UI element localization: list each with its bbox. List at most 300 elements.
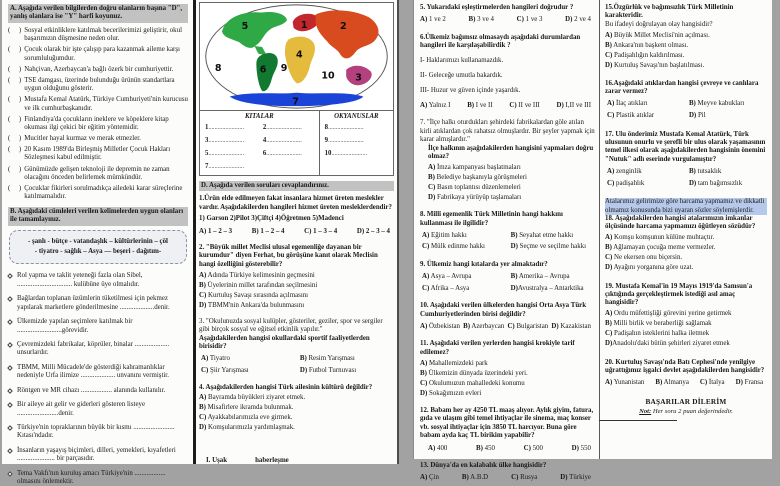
answer-option: A) Mahallemizdeki park [420,359,488,367]
answer-option: C) padişahlık [607,179,645,187]
answer-option: A) Asya – Avrupa [422,272,472,280]
question-stem: 19. Mustafa Kemal'in 19 Mayıs 1919'da Samsun'a çıktığında gerçekleştirmek istediği asıl amaç hangisidir? [605,282,753,307]
option-letter: C) [199,414,207,422]
fill-in-item [8,364,188,381]
option-letter: A) [199,271,207,279]
answer-option: A) 1 ve 2 [420,16,446,24]
option-letter: A) [428,163,436,171]
word-bank-line: - şanlı - bütçe - vatandaşlık – kültürlerinin – çöl [28,237,168,245]
answer-option: C) İtalya [699,379,725,387]
answer-option: B) Seyahat etme hakkı [510,231,574,239]
scoring-note [605,408,767,416]
world-map-continents [200,3,393,110]
answer-option: D) Fransa [735,379,763,387]
section-a-title: A. Aşağıda verilen bilgilerden doğru olanların başına "D", yanlış olanlara ise "Y" harfi koyunuz. [8,4,188,23]
answer-option: A) Çin [420,474,439,482]
answer-options [428,164,595,202]
answer-parentheses: ( ) [8,165,22,173]
question-stem: İlçe halkının aşağıdakilerden hangisini yapmaları doğru olmaz? [428,144,594,161]
option-letter: A) [199,227,207,235]
answer-option: D) Seçme ve seçilme hakkı [510,243,587,251]
diamond-bullet-icon [7,402,13,408]
true-false-text: Sosyal etkinliklere katılmak becerilerimizi geliştirir, okul başarımızın düşmesine neden olur. [24,26,182,43]
answer-option: C) Kurtuluş Savaşı sırasında açılmasını [199,291,309,299]
map-number-label: 10 [321,70,335,82]
answer-options [605,234,767,272]
true-false-item [8,185,188,202]
question-stem: Aşağıdakilerden hangisi okullardaki sportif faaliyetlerden birisidir? [199,334,370,351]
map-number-label: 6 [259,64,267,76]
option-letter: A) [420,101,428,109]
question [605,198,767,272]
option-letter: D) [199,301,207,309]
answer-parentheses: ( ) [8,26,22,34]
fill-in-text: Rol yapma ve taklit yeteneği fazla olan Sibel, ................................ kulübüne üye olmalıdır. [17,272,143,288]
option-letter: C) [605,330,613,338]
fill-in-text: Bağlardan toplanan üzümlerin tüketilmesi için pekmez yapılarak marketlere gönderilmesine ....................denir. [17,295,170,311]
option-letter: C) [420,379,428,387]
diamond-bullet-icon [7,365,13,371]
ocean-blank-line: 8....................... [324,124,364,132]
question [420,119,595,202]
answer-option: B) Milli birlik ve beraberliği sağlamak [605,320,712,328]
map-number-label: 9 [280,62,288,74]
blank-number: 7 [205,162,209,170]
option-letter: D) [735,379,743,387]
option-letter: A) [607,167,615,175]
question-stem: 5. Yukarıdaki eşleştirmelerden hangileri doğrudur ? [420,4,574,11]
fill-in-item [8,295,188,312]
option-letter: C) [699,379,708,387]
question-stem: 17. Ulu önderimiz Mustafa Kemal Atatürk, Türk ulusunun onurlu ve şerefli bir ulus olarak yaşamasının temel ilkesi olarak aşağıdakilerden hangisinin önemini "Nutuk" adlı eserinde vurgulamıştır? [605,130,766,163]
fill-in-item [8,387,188,395]
option-letter: C) [507,322,515,330]
blank-number: 10 [324,149,332,157]
fill-in-item [8,424,188,441]
answer-option: B) A.B.D [461,474,489,482]
answer-option: A) İlaç atıkları [607,100,648,108]
answer-options [199,228,394,236]
option-letter: C) [523,444,531,452]
answer-option: B) Üyelerinin millet tarafından seçilmesini [199,281,318,289]
option-letter: D) [299,367,308,375]
map-number-label: 2 [339,20,347,32]
option-letter: C) [422,243,430,251]
true-false-text: TSE damgası, üzerinde bulunduğu ürünün standartlara uygun olduğunu gösterir. [24,76,175,93]
question-stem: 18. Aşağıdakilerden hangisi atalarımızın imkanlar ölçüsünde harcama yapmamızı öğütleyen sözüdür? [605,215,756,231]
word-bank-line: - tiyatro - sağlık – Asya — beşeri - dağıtım- [34,248,162,256]
blank-number: 4 [262,137,267,145]
note-text: Her soru 2 puan değerindedir. [651,407,733,415]
answer-option: B) tutsaklık [688,167,722,175]
fill-in-item [8,447,188,464]
option-letter: C) [605,51,613,59]
answer-option: C) Basın toplantısı düzenlemeleri [428,183,521,191]
option-letter: B) [428,173,435,181]
answer-option: B) Ağlamayan çocuğa meme vermezler. [605,244,716,252]
blank-number: 5 [205,149,209,157]
answer-option: D) Komşularımızla yardımlaşmak. [199,424,295,432]
true-false-item [8,66,188,74]
true-false-item [8,146,188,163]
answer-option: C) Mülk edinme hakkı [422,243,485,251]
answer-options [199,272,394,310]
true-false-text: Günümüzde gelişen teknoloji ile depremin ne zaman olacağını önceden belirlemek mümkündür. [24,165,170,181]
blank-number: 3 [205,137,209,145]
answer-option: B) Ankara'nın başkent olması. [605,41,689,49]
option-letter: B) [510,231,518,239]
statement-item: II- Geleceğe umutla bakardık. [420,72,503,80]
question [420,407,595,453]
column-questions-15-20 [600,0,772,459]
question [199,244,394,310]
answer-parentheses: ( ) [8,184,22,192]
worksheet-page-2 [413,0,772,482]
true-false-text: Çocuk olarak bir işte çalışıp para kazanmak aileme karşı sorumluluğumdur. [24,46,180,62]
answer-option: C) Padişahlığın kaldırılması. [605,51,685,59]
question-stem: 6.Ülkemiz bağımsız olmasaydı aşağıdaki durumlardan hangileri ile karşılaşabilirdik ? [420,33,581,50]
answer-option: A) zenginlik [607,167,642,175]
fill-in-text: İnsanların yaşayış biçimleri, dilleri, yemekleri, kıyafetleri ...................... bir parçasıdır. [17,446,176,463]
answer-option: B) Azerbaycan [463,322,505,330]
oceans-blank-lines [325,124,388,158]
answer-option: A) 400 [428,444,448,452]
option-letter: A) [605,379,613,387]
answer-option: D) Sokağımızın evleri [420,389,482,397]
answer-option: C) 1 ve 3 [516,16,543,24]
option-letter: A) [605,310,613,318]
continents-cell [200,111,320,175]
option-letter: B) [463,322,471,330]
question [605,359,767,388]
question [420,302,595,331]
continent-blank-line: 1....................... [205,124,244,132]
continent-blank-line: 4....................... [262,137,302,145]
option-letter: D) [571,444,579,452]
diamond-bullet-icon [7,274,13,280]
diamond-bullet-icon [7,425,13,431]
answer-parentheses: ( ) [8,96,22,104]
question [605,283,767,349]
ocean-blank-line: 9....................... [324,137,364,145]
exam-footer [605,398,767,421]
continents-blank-lines [205,124,314,171]
answer-option: A) Eğitim hakkı [422,231,467,239]
answer-option: A) Yunanistan [605,379,645,387]
answer-option: A) Büyük Millet Meclisi'nin açılması. [605,31,710,39]
option-letter: D) [560,474,568,482]
answer-option: A) Ordu müfettişliği görevini yerine getirmek [605,310,732,318]
option-letter: B) [655,379,663,387]
worksheet-page-1 [2,0,399,486]
answer-parentheses: ( ) [8,65,22,73]
true-false-item [8,135,188,143]
option-letter: D) [356,227,365,235]
option-letter: C) [509,101,517,109]
option-letter: B) [510,272,518,280]
statement-items [420,57,595,95]
question-stem: 16.Aşağıdaki atıklardan hangisi çevreye ve canlılara zarar vermez? [605,79,759,96]
question [199,318,394,376]
option-letter: C) [607,112,615,120]
blank-number: 9 [324,137,329,145]
option-letter: B) [299,355,307,363]
answer-option: B) Ülkemizin dünyada üzerindeki yeri. [420,369,528,377]
question-stem: 20. Kurtuluş Savaşı'nda Batı Cephesi'nde yenilgiye uğrattığımız işgalci devlet aşağıdakilerden hangisidir? [605,358,765,374]
option-letter: C) [304,227,312,235]
question-stem: 12. Babam her ay 4250 TL maaş alıyor. Aylık giyim, fatura, gıda ve ulaşım gibi temel ihtiyaçlar ile sinema, maç konser vb. sosyal ihtiyaçlar için 3850 TL harcıyor. Buna göre babam ayda kaç TL birikim yapabilir? [420,406,594,440]
questions-5-13 [420,4,595,483]
answer-parentheses: ( ) [8,76,22,84]
blank-number: 1 [205,124,209,132]
answer-option: C) Padişahın isteklerini halka iletmek [605,330,710,338]
question-stem: 4. Aşağıdakilerden hangisi Türk ailesinin kültürü değildir? [199,383,373,391]
fill-in-blank-list [8,272,188,486]
true-false-text: Mustafa Kemal Atatürk, Türkiye Cumhuriyeti'nin kurucusu ve ilk cumhurbaşkanıdır. [24,96,188,112]
answer-parentheses: ( ) [8,115,22,123]
option-letter: B) [688,167,696,175]
option-letter: D) [199,424,207,432]
cutoff-matching-row [206,457,393,464]
answer-options [605,310,767,348]
answer-option: C) Şiir Yarışması [201,367,249,375]
question [420,462,595,483]
answer-options [199,394,394,432]
world-map-figure [199,2,394,176]
answer-option: D)Avustralya – Antarktika [510,284,584,292]
answer-option: C) Ayakkabılarımızla eve girmek. [199,414,293,422]
answer-option: B) Amerika – Avrupa [510,272,570,280]
true-false-text: Çocuklar fikirleri sorulmadıkça ailedeki karar süreçlerine katılmamalıdır. [24,184,183,201]
option-letter: D) [551,322,559,330]
answer-option: C) Rusya [511,474,538,482]
question [605,131,767,189]
fill-in-text: TBMM, Milli Mücadele'de gösterdiği kahramanlıklar nedeniyle Urfa ilimize .................... unvanını vermiştir. [17,363,169,380]
answer-option: C) Afrika – Asya [422,284,470,292]
blank-number: 6 [262,149,267,157]
ocean-blank-line: 10....................... [324,149,368,157]
option-letter: A) [420,322,428,330]
highlighted-note: Atalarımız gelirimize göre harcama yapmamız ve dikkatli olmamız konusunda bizi uyaran sözler söylemişlerdir. [605,198,767,215]
option-letter: A) [420,16,428,24]
answer-option: C) Plastik atıklar [607,112,655,120]
answer-option: A) 1 – 2 – 3 [199,227,233,235]
answer-options [420,360,595,398]
question-stem: 1.Ürün elde edilmeyen fakat insanlara hizmet üreten meslekler vardır. Aşağıdakilerden hangileri hizmet üreten mesleklerdendir? [199,195,392,211]
true-false-item [8,27,188,44]
option-letter: B) [461,474,469,482]
oceans-header: OKYANUSLAR [334,113,379,120]
map-number-label: 4 [296,49,303,61]
option-letter: B) [688,100,696,108]
option-letter: D) [688,179,697,187]
option-letter: B) [468,16,476,24]
option-letter: B) [467,101,475,109]
map-number-label: 1 [300,19,308,31]
diamond-bullet-icon [7,296,13,302]
answer-option: A) İmza kampanyası başlatmaları [428,163,521,171]
option-letter: B) [605,320,612,328]
continent-blank-line: 5....................... [205,149,244,157]
answer-option: B) Belediye başkanıyla görüşmeleri [428,173,527,181]
fill-in-text: Ülkemizde yapılan seçimlere katılmak bir ..........................görevidir. [17,318,133,334]
question [605,4,767,70]
diamond-bullet-icon [7,471,13,477]
option-letter: D) [605,61,613,69]
answer-option: C) 500 [523,444,543,452]
option-letter: C) [511,474,519,482]
continent-blank-line: 3....................... [205,137,244,145]
fill-in-item [8,470,188,486]
answer-option: B) 450 [476,444,495,452]
option-letter: D) [605,340,613,348]
true-false-item [8,116,188,133]
option-letter: B) [420,369,427,377]
option-letter: B) [251,227,259,235]
answer-option: D) Fabrikaya yürüyüp taşlamaları [428,193,522,201]
question-stem: 10. Aşağıdaki verilen ülkelerden hangisi Orta Asya Türk Cumhuriyetlerinden birisi değildir? [420,302,587,318]
continent-blank-line: 6....................... [262,149,302,157]
answer-option: C) Bulgaristan [507,322,549,330]
good-luck-text: BAŞARILAR DİLERİM [645,396,727,406]
answer-options [420,474,595,482]
cutoff-left-text: I. Uşak [206,457,228,464]
question-stem: 11. Aşağıdaki verilen yerlerden hangisi krokiyle tarif edilemez? [420,340,575,356]
option-letter: D) [565,16,573,24]
option-letter: B) [199,404,206,412]
column-map-and-d [196,0,397,464]
question [420,211,595,252]
fill-in-item [8,272,188,289]
question-stem: 8. Milli egemenlik Türk Milletinin hangi hakkını kullanması ile ilgilidir? [420,211,563,227]
option-letter: D) [510,284,518,292]
option-letter: C) [516,16,524,24]
answer-option: B) Almanya [655,379,689,387]
answer-parentheses: ( ) [8,146,22,154]
option-letter: D) [605,264,613,272]
answer-options [420,16,595,24]
continents-header: KITALAR [244,113,274,120]
answer-parentheses: ( ) [8,46,22,54]
option-letter: A) [605,234,613,242]
answer-option: D) Ayağını yorganına göre uzat. [605,264,694,272]
statement-item: III- Huzur ve güven içinde yaşardık. [420,87,521,95]
question [420,340,595,398]
option-letter: D) [688,112,697,120]
answer-option: D)Anadolu'daki bütün şehirleri ziyaret etmek [605,340,730,348]
fill-in-item [8,401,188,418]
answer-option: A) Komşu komşunun külüne muhtaçtır. [605,234,715,242]
question-stem: 13. Dünya'da en kalabalık ülke hangisidir? [420,462,547,470]
answer-option: D) 2 – 3 – 4 [356,227,390,235]
true-false-item [8,166,188,183]
map-number-label: 5 [241,20,249,32]
answer-options [420,102,595,110]
answer-options [199,355,394,375]
answer-options [420,273,595,293]
blank-number: 2 [262,124,267,132]
option-letter: C) [201,367,209,375]
answer-options [605,168,767,188]
question [199,384,394,433]
question-text: Bu ifadeyi doğrulayan olay hangisidir? [605,20,713,28]
signature-line [599,420,677,421]
blank-number: 8 [324,124,329,132]
answer-option: D) Kurtuluş Savaşı'nın başlatılması. [605,61,705,69]
section-b-title: B. Aşağıdaki cümleleri verilen kelimelerden uygun olanları ile tamamlayınız. [8,207,188,226]
answer-option: B) 1 – 2 – 4 [251,227,285,235]
column-sections-a-b [2,0,193,486]
option-letter: B) [605,244,612,252]
question [420,261,595,293]
option-letter: C) [607,179,615,187]
answer-option: C) II ve III [509,101,540,109]
option-letter: A) [605,31,613,39]
question-stem: 2. "Büyük millet Meclisi ulusal egemenliğe dayanan bir kurumdur" diyen Ferhat, bu görüşüne kanıt olarak Meclisin hangi özelliğini gösterebilir? [199,244,378,268]
answer-option: A) Tiyatro [201,355,230,363]
diamond-bullet-icon [7,448,13,454]
answer-options [420,232,595,252]
oceans-cell [320,111,393,175]
questions-15-20 [605,4,767,388]
true-false-text: Finlandiya'da çocukların ineklere ve köpeklere kitap okuması ilgi çekici bir eğitim yöntemidir. [24,115,169,132]
fill-in-text: Röntgen ve MR cihazı .................. alanında kullanılır. [17,386,166,394]
fill-in-text: Türkiye'nin topraklarının büyük bir kısmı ........................ Kıtası'ndadır. [17,423,175,440]
answer-option: B) I ve II [467,101,493,109]
option-letter: C) [422,284,430,292]
true-false-item [8,96,188,113]
option-letter: B) [605,41,612,49]
answer-option: D) Futbol Turnuvası [299,367,357,375]
option-letter: D) [556,101,564,109]
section-d-title: D. Aşağıda verilen soruları cevaplandırınız. [199,181,394,191]
map-number-label: 3 [355,72,362,84]
diamond-bullet-icon [7,388,13,394]
column-questions-5-13 [414,0,599,482]
answer-options [428,445,595,453]
answer-option: D) Türkiye [560,474,591,482]
answer-option: A) Adında Türkiye kelimesinin geçmesini [199,271,315,279]
answer-option: B) Meyve kabukları [688,100,745,108]
diamond-bullet-icon [7,319,13,325]
answer-options [420,323,595,331]
answer-parentheses: ( ) [8,135,22,143]
question [420,34,595,111]
option-letter: B) [199,281,206,289]
fill-in-text: Bir aileye ait gelir ve giderleri gösteren listeye ........................denir. [17,401,146,417]
question [199,195,394,236]
note-label: Not: [639,407,652,415]
option-letter: C) [199,291,207,299]
true-false-item [8,77,188,94]
option-letter: A) [422,272,430,280]
diamond-bullet-icon [7,342,13,348]
option-letter: B) [476,444,483,452]
answer-option: D) Pil [688,112,706,120]
question [605,80,767,121]
option-letter: A) [201,355,209,363]
answer-option: D) TBMM'nin Ankara'da bulunmasını [199,301,305,309]
cutoff-right-text: haberleşme [255,457,289,464]
word-bank-box [9,230,187,265]
question-text: 1) Garson 2)Pilot 3)Çiftçi 4)Öğretmen 5)Madenci [199,215,344,223]
answer-option: C) 1 – 3 – 4 [304,227,338,235]
statement-item: I- Haklarımızı kullanamazdık. [420,57,504,65]
true-false-text: 20 Kasım 1989'da Birleşmiş Milletler Çocuk Hakları Sözleşmesi kabul edilmiştir. [24,146,171,162]
option-letter: D) [428,193,436,201]
answer-option: C) Ne ekersen onu biçersin. [605,254,683,262]
option-letter: A) [199,394,207,402]
